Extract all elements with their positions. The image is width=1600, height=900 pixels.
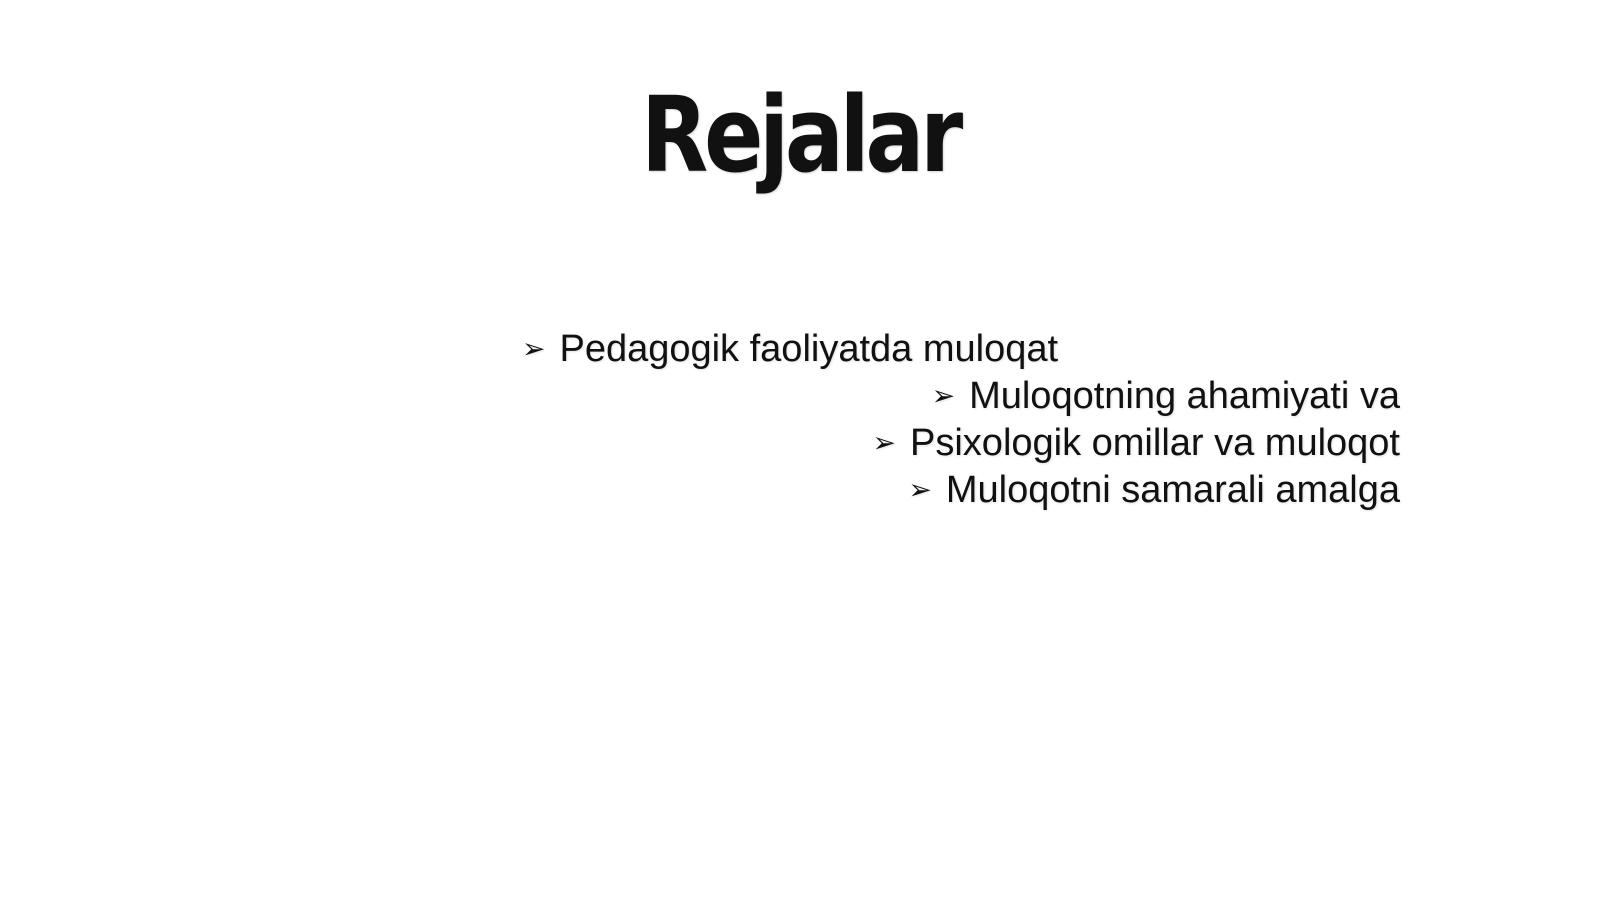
arrowhead-bullet-icon: ➢: [931, 379, 956, 412]
bullet-text-1: Pedagogik faoliyatda muloqat: [559, 328, 1059, 370]
arrowhead-bullet-icon: ➢: [872, 426, 897, 459]
bullet-item-4: [908, 466, 1400, 514]
arrowhead-bullet-icon: ➢: [522, 332, 546, 365]
slide-title: Rejalar: [641, 74, 959, 196]
bullet-item-2: [932, 372, 1400, 420]
bullet-text-2: Muloqotning ahamiyati va: [969, 375, 1400, 417]
bullet-text-3: Psixologik omillar va muloqot: [910, 422, 1400, 464]
bullet-item-3: [873, 419, 1400, 467]
bullet-text-4: Muloqotni samarali amalga: [945, 469, 1400, 511]
arrowhead-bullet-icon: ➢: [908, 473, 932, 506]
bullet-item-1: [522, 325, 1058, 373]
